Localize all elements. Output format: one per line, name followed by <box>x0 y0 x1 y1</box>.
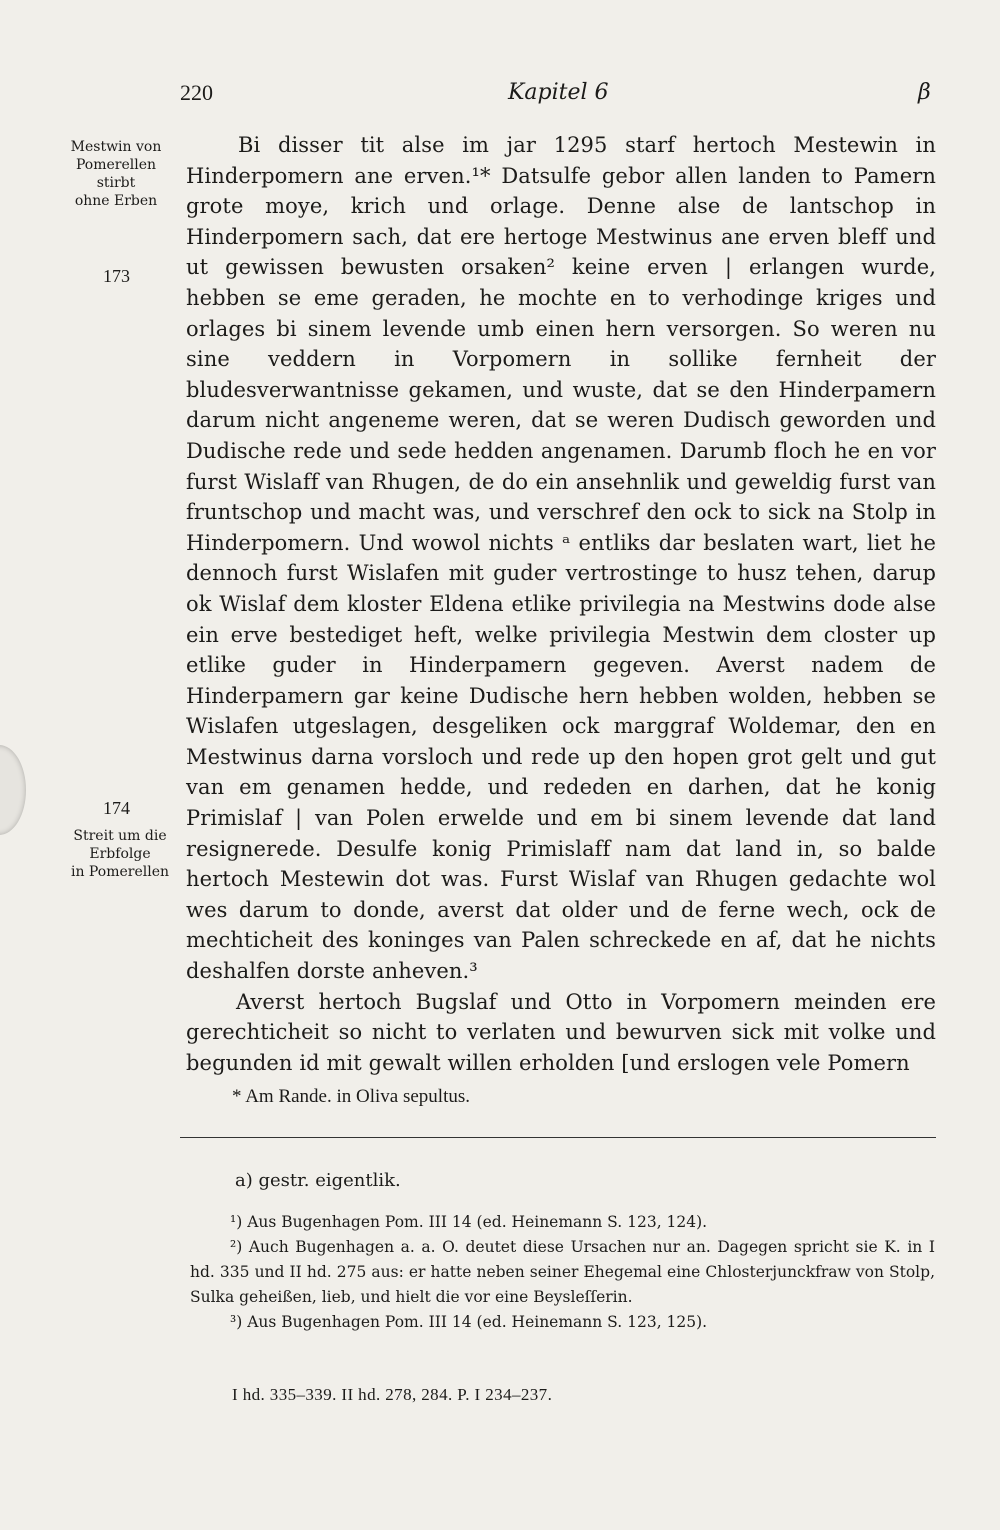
footnote-1: ¹) Aus Bugenhagen Pom. III 14 (ed. Heinemann S. 123, 124). <box>230 1213 708 1231</box>
paragraph-2: Averst hertoch Bugslaf und Otto in Vorpomern meinden ere gerechticheit so nicht to verlaten und bewurven sick mit volke und begunden id mit gewalt willen erholden [und erslogen vele Pomern <box>186 989 936 1075</box>
footnote-3: ³) Aus Bugenhagen Pom. III 14 (ed. Heinemann S. 123, 125). <box>230 1313 708 1331</box>
footnote-divider <box>180 1137 936 1138</box>
margin-note-erbfolge <box>52 827 188 881</box>
margin-note-mestwin <box>52 138 180 210</box>
manuscript-mark: β <box>918 80 931 105</box>
margin-ref-174: 174 <box>103 798 130 818</box>
footnote-2: ²) Auch Bugenhagen a. a. O. deutet diese Ursachen nur an. Dagegen spricht sie K. in I hd. 335 und II hd. 275 aus: er hatte neben seiner Ehegemal eine Chlosterjunckfraw von Stolp, Sulka geheißen, lieb, und hielt die vor eine Beysleſſerin. <box>190 1238 935 1306</box>
footnotes-numbered <box>190 1210 935 1335</box>
margin-ref-173: 173 <box>103 266 130 286</box>
margin-note-line: Erbfolge <box>89 846 151 862</box>
margin-note-line: stirbt <box>96 175 136 191</box>
margin-note-line: ohne Erben <box>74 193 158 209</box>
chapter-title: Kapitel 6 <box>508 80 609 105</box>
main-text <box>186 130 936 1078</box>
margin-note-line: in Pomerellen <box>70 864 170 880</box>
source-references: I hd. 335–339. II hd. 278, 284. P. I 234–237. <box>232 1385 553 1404</box>
punch-hole-shadow <box>0 745 26 835</box>
page-number: 220 <box>180 80 213 105</box>
margin-note-line: Pomerellen <box>75 157 157 173</box>
footnote-star: * Am Rande. in Oliva sepultus. <box>232 1086 471 1107</box>
footnote-a: a) gestr. eigentlik. <box>235 1170 401 1191</box>
paragraph-1: Bi disser tit alse im jar 1295 starf hertoch Mestewin in Hinderpomern ane erven.¹* Datsulfe gebor allen landen to Pamern grote moye, krich und orlage. Denne alse de lantschop in Hinderpomern sach, dat ere hertoge Mestwinus ane erven bleff und ut gewissen bewusten orsaken² keine erven | erlangen wurde, hebben se eme geraden, he mochte en to verhodinge kriges und orlages bi sinem levende umb einen hern versorgen. So weren nu sine veddern in Vorpomern in sollike fernheit der bludesverwantnisse gekamen, und wuste, dat se den Hinderpamern darum nicht angeneme weren, dat se weren Dudisch geworden und Dudische rede und sede hedden angenamen. Darumb floch he en vor furst Wislaff van Rhugen, de do ein ansehnlik und geweldig furst van fruntschop und macht was, und verschref den ock to sick na Stolp in Hinderpomern. Und wowol nichts ᵃ entliks dar beslaten wart, liet he dennoch furst Wislafen mit guder vertrostinge to husz tehen, darup ok Wislaf dem kloster Eldena etlike privilegia na Mestwins dode alse ein erve bestediget heft, welke privilegia Mestwin dem closter up etlike guder in Hinderpamern gegeven. Averst nadem de Hinderpamern gar keine Dudische hern hebben wolden, hebben se Wislafen utgeslagen, desgeliken ock marggraf Woldemar, den en Mestwinus darna vorsloch und rede up den hopen grot gelt und gut van em genamen hedde, und rededen en darhen, dat he konig Primislaf | van Polen erwelde und em bi sinem levende dat land resignerede. Desulfe konig Primislaff nam dat land in, so balde hertoch Mestewin dot was. Furst Wislaf van Rhugen gedachte wol wes darum to donde, averst dat older und de ferne wech, ock de mechticheit des koninges van Palen schreckede en af, dat he nichts deshalfen dorste anheven.³ <box>186 133 936 984</box>
margin-note-line: Streit um die <box>73 828 167 844</box>
margin-note-line: Mestwin von <box>70 139 162 155</box>
running-header <box>0 80 1000 116</box>
